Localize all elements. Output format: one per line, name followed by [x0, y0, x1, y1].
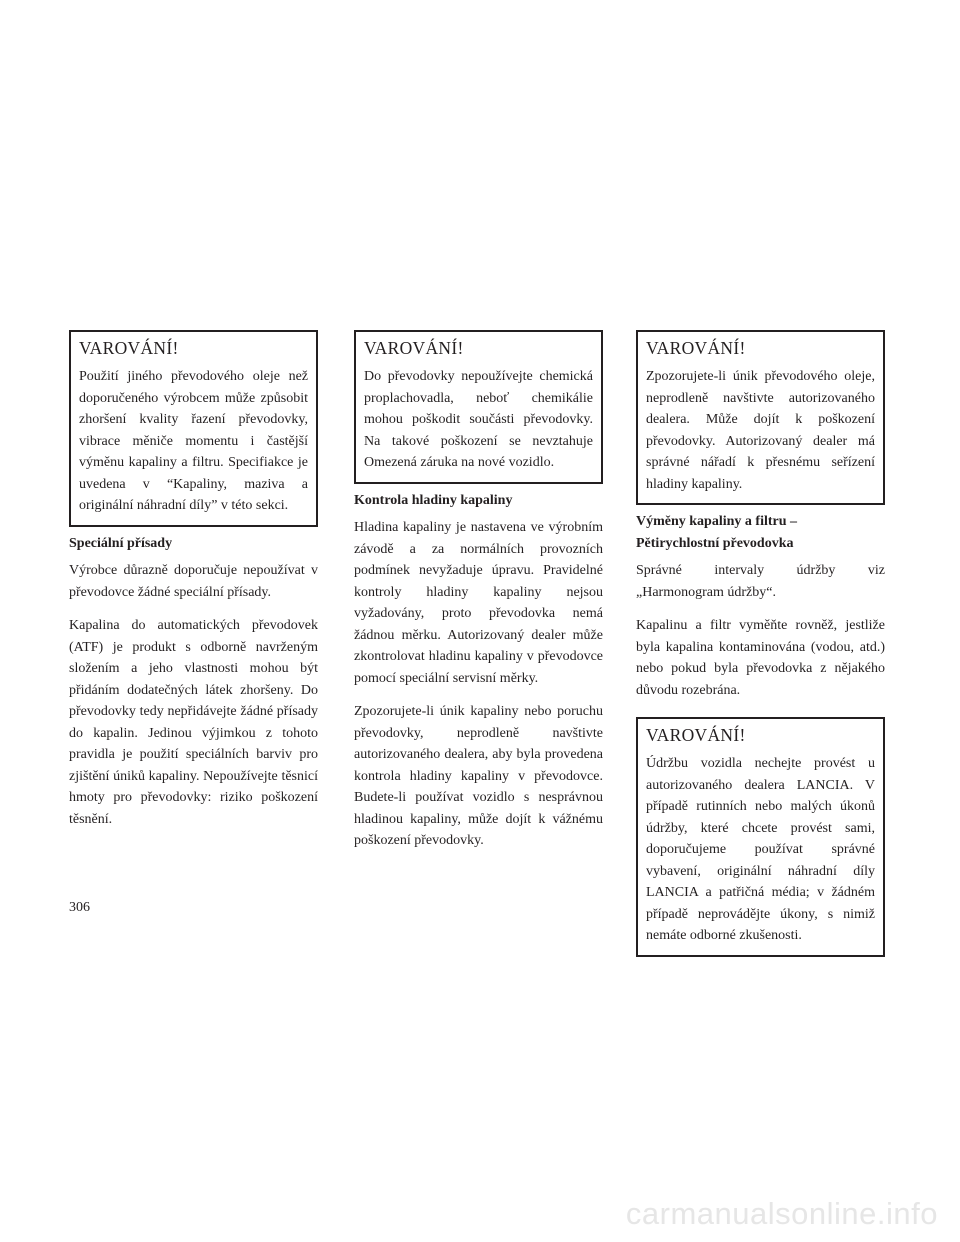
- section-heading-special-additives: Speciální přísady: [69, 535, 173, 551]
- paragraph: Hladina kapaliny je nastavena ve výrobním závodě a za normálních provozních podmínek nevyžaduje úpravu. Pravidelné kontroly hladiny kapaliny nejsou vyžadovány, proto převodovka nemá žádnou měrku. Autorizovaný dealer může zkontrolovat hladinu kapaliny v převodovce pomocí speciální servisní měrky.: [354, 520, 603, 686]
- warning-title: VAROVÁNÍ!: [364, 338, 464, 358]
- warning-box: [354, 330, 603, 484]
- warning-text: Údržbu vozidla nechejte provést u autorizovaného dealera LANCIA. V případě rutinních nebo malých úkonů údržby, které chcete provést sami, doporučujeme používat správné vybavení, originální náhradní díly LANCIA a patřičná média; v žádném případě neprovádějte úkony, s nimiž nemáte odborné zkušenosti.: [646, 756, 875, 943]
- paragraph: Výrobce důrazně doporučuje nepoužívat v převodovce žádné speciální přísady.: [69, 563, 318, 600]
- section-heading-fluid-level-check: Kontrola hladiny kapaliny: [354, 492, 513, 508]
- page-number: 306: [69, 900, 90, 915]
- warning-text: Zpozorujete-li únik převodového oleje, neprodleně navštivte autorizovaného dealera. Může dojít k poškození převodovky. Autorizovaný dealer má správné nářadí k přesnému seřízení hladiny kapaliny.: [646, 369, 875, 492]
- paragraph: Správné intervaly údržby viz „Harmonogram údržby“.: [636, 563, 885, 600]
- heading-line: Výměny kapaliny a filtru –: [636, 514, 798, 529]
- right-column: [636, 330, 885, 957]
- warning-text: Do převodovky nepoužívejte chemická proplachovadla, neboť chemikálie mohou poškodit součásti převodovky. Na takové poškození se nevztahuje Omezená záruka na nové vozidlo.: [364, 369, 593, 470]
- watermark: carmanualsonline.info: [625, 1196, 938, 1231]
- warning-title: VAROVÁNÍ!: [646, 338, 746, 358]
- paragraph: Kapalina do automatických převodovek (ATF) je produkt s odborně navrženým složením a jeho vlastnosti mohou být přidáním dodatečných látek zhoršeny. Do převodovky tedy nepřidávejte žádné přísady do kapalin. Jedinou výjimkou z tohoto pravidla je použití speciálních barviv pro zjištění úniků kapaliny. Nepoužívejte těsnicí hmoty pro převodovky: riziko poškození těsnění.: [69, 618, 318, 827]
- left-column: [69, 330, 318, 830]
- warning-box: [636, 717, 885, 957]
- warning-box: [636, 330, 885, 505]
- paragraph: Zpozorujete-li únik kapaliny nebo poruchu převodovky, neprodleně navštivte autorizovaného dealera, aby byla provedena kontrola hladiny kapaliny v převodovce. Budete-li používat vozidlo s nesprávnou hladinou kapaliny, může dojít k vážnému poškození převodovky.: [354, 704, 603, 848]
- warning-title: VAROVÁNÍ!: [79, 338, 179, 358]
- warning-title: VAROVÁNÍ!: [646, 725, 746, 745]
- warning-box: [69, 330, 318, 527]
- section-heading-fluid-filter-change: [636, 511, 885, 554]
- heading-line: Pětirychlostní převodovka: [636, 535, 794, 551]
- middle-column: [354, 330, 603, 852]
- warning-text: Použití jiného převodového oleje než doporučeného výrobcem může způsobit zhoršení kvality řazení převodovky, vibrace měniče momentu i častější výměnu kapaliny a filtru. Specifiakce je uvedena v “Kapaliny, maziva a originální náhradní díly” v této sekci.: [79, 369, 308, 513]
- paragraph: Kapalinu a filtr vyměňte rovněž, jestliže byla kapalina kontaminována (vodou, atd.) nebo pokud byla převodovka z nějakého důvodu rozebrána.: [636, 618, 885, 698]
